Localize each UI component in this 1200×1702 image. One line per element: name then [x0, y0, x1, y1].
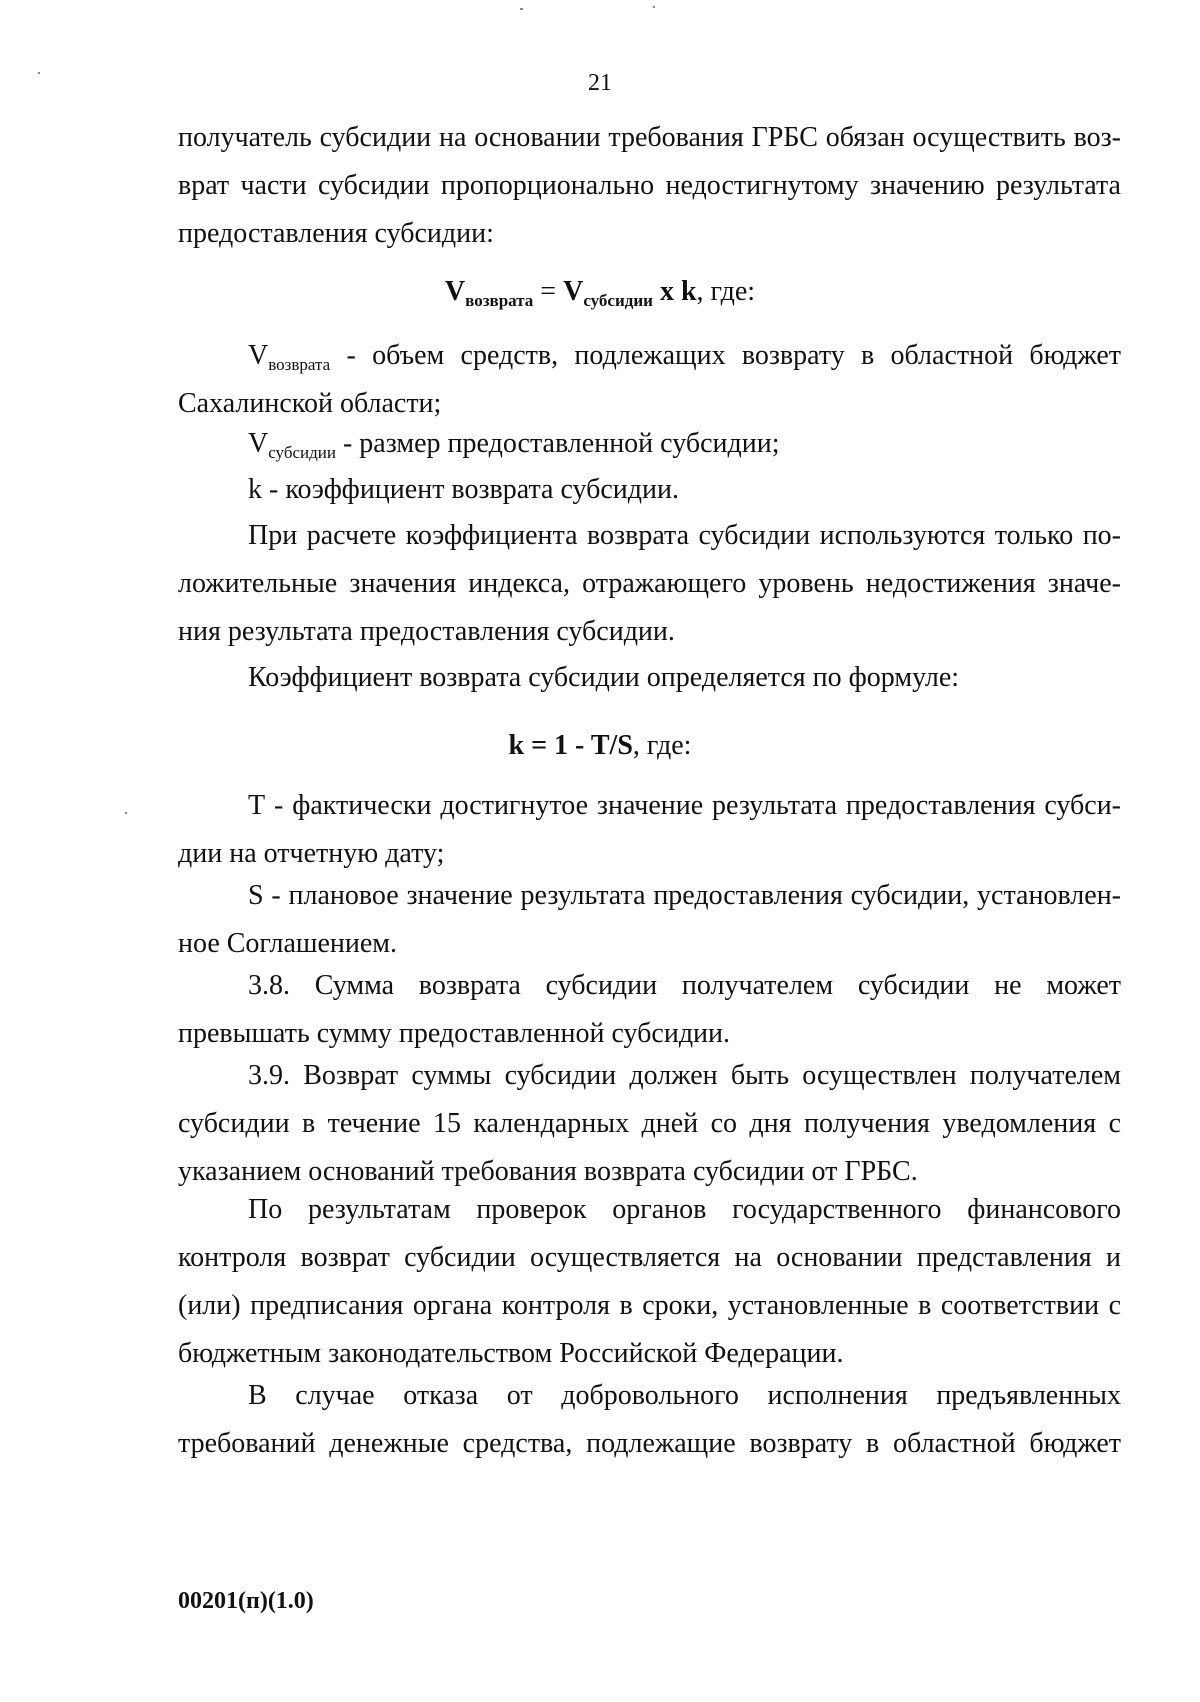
formula-symbol: V [444, 276, 466, 307]
paragraph-1 [178, 114, 1121, 258]
text-line: предоставления субсидии: [178, 218, 494, 249]
document-code: 00201(п)(1.0) [178, 1588, 314, 1614]
formula-body: k = 1 - T/S [508, 730, 633, 761]
text-line [178, 420, 1121, 468]
text-line: 3.8. Сумма возврата субсидии получателем субсидии не может [248, 970, 1121, 1001]
paragraph-3 [178, 654, 1121, 702]
text-line: Коэффициент возврата субсидии определяется по формуле: [248, 662, 960, 693]
text-line: ное Соглашением. [178, 928, 397, 959]
definition-v-subsidy [178, 420, 1121, 468]
definition-k [178, 466, 1121, 514]
formula-subscript: возврата [465, 291, 534, 310]
text-line: получатель субсидии на основании требования ГРБС обязан осуществить воз- [178, 122, 1121, 153]
paragraph-2 [178, 512, 1121, 656]
text-line: При расчете коэффициента возврата субсидии используются только по- [248, 520, 1121, 551]
text-line: указанием оснований требования возврата субсидии от ГРБС. [178, 1156, 918, 1187]
text-line: ния результата предоставления субсидии. [178, 616, 675, 647]
page-number: 21 [588, 70, 612, 96]
text-line: 3.9. Возврат суммы субсидии должен быть осуществлен получателем [248, 1060, 1121, 1091]
text-line: (или) предписания органа контроля в сроки, установленные в соответствии с [178, 1290, 1121, 1321]
formula-coefficient [0, 722, 1200, 770]
formula-tail: , где: [696, 276, 756, 307]
formula-subscript: субсидии [583, 291, 653, 310]
formula-operator: x k [652, 276, 697, 307]
scan-artifact [125, 812, 127, 814]
text-line: В случае отказа от добровольного исполнения предъявленных [248, 1380, 1121, 1411]
def-text: - объем средств, подлежащих возврату в областной бюджет [330, 340, 1121, 371]
text-line: По результатам проверок органов государственного финансового [248, 1194, 1121, 1225]
text-line: превышать сумму предоставленной субсидии. [178, 1018, 731, 1049]
text-line: k - коэффициент возврата субсидии. [248, 474, 680, 505]
scan-artifact [653, 6, 655, 8]
definition-s [178, 872, 1121, 968]
def-subscript: возврата [268, 355, 331, 374]
paragraph-3-9 [178, 1052, 1121, 1196]
text-line: дии на отчетную дату; [178, 838, 445, 869]
text-line: Сахалинской области; [178, 388, 442, 419]
def-text: - размер предоставленной субсидии; [335, 428, 780, 459]
def-subscript: субсидии [268, 443, 336, 462]
text-line: контроля возврат субсидии осуществляется на основании представления и [178, 1242, 1121, 1273]
text-line: врат части субсидии пропорционально недостигнутому значению результата [178, 170, 1121, 201]
formula-tail: , где: [632, 730, 692, 761]
def-symbol: V [248, 340, 269, 371]
paragraph-3-8 [178, 962, 1121, 1058]
text-line [178, 332, 1121, 380]
paragraph-5 [178, 1372, 1121, 1468]
text-line: S - плановое значение результата предоставления субсидии, установлен- [248, 880, 1121, 911]
definition-v-return [178, 332, 1121, 428]
definition-t [178, 782, 1121, 878]
text-line: Т - фактически достигнутое значение результата предоставления субси- [248, 790, 1121, 821]
paragraph-4 [178, 1186, 1121, 1378]
formula-operator: = [533, 276, 564, 307]
def-symbol: V [248, 428, 269, 459]
text-line: требований денежные средства, подлежащие возврату в областной бюджет [178, 1428, 1121, 1459]
formula-return-volume [0, 268, 1200, 325]
text-line: субсидии в течение 15 календарных дней со дня получения уведомления с [178, 1108, 1121, 1139]
text-line: бюджетным законодательством Российской Федерации. [178, 1338, 844, 1369]
formula-symbol: V [563, 276, 584, 307]
text-line: ложительные значения индекса, отражающего уровень недостижения значе- [178, 568, 1121, 599]
scan-artifact [520, 8, 523, 10]
